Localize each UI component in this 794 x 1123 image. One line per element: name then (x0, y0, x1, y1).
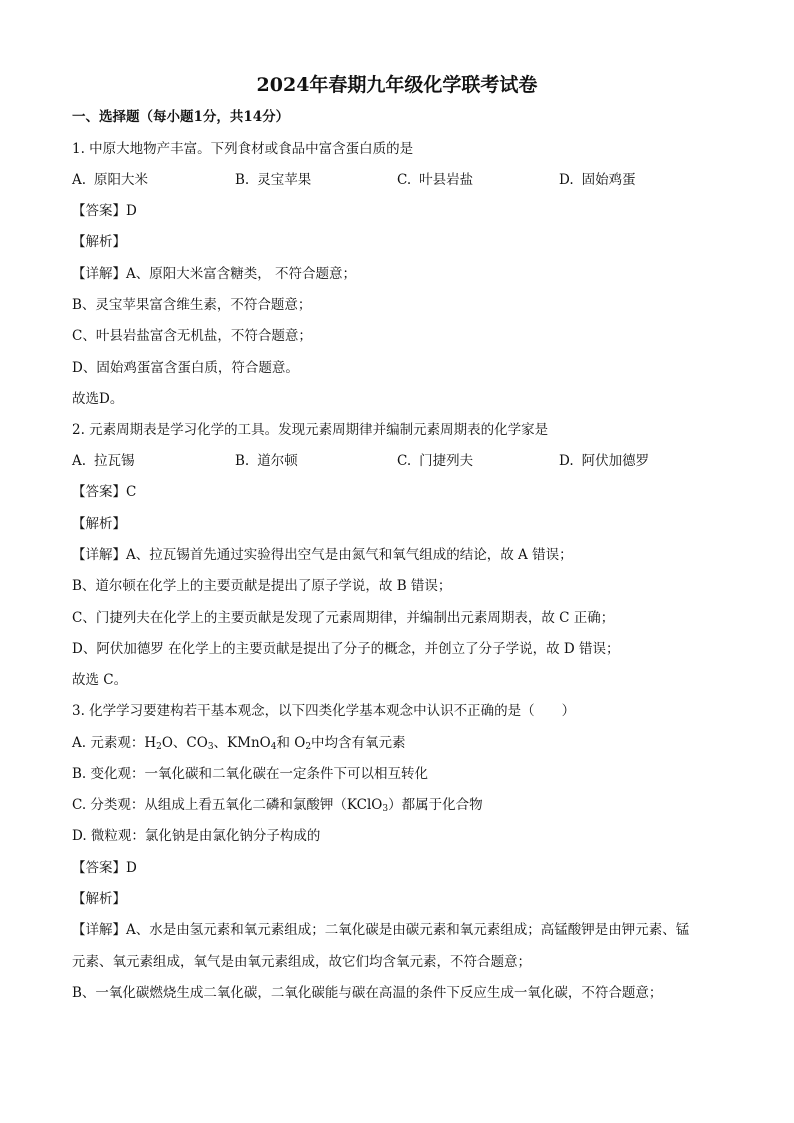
question-1-detail-line: C、叶县岩盐富含无机盐，不符合题意； (72, 328, 312, 344)
question-3-option-b: B. 变化观：一氧化碳和二氧化碳在一定条件下可以相互转化 (72, 766, 429, 782)
question-1-detail-line: 故选D。 (72, 391, 124, 407)
question-2-detail-line: 故选 C。 (72, 672, 128, 688)
option-c: C. 门捷列夫 (397, 453, 474, 469)
question-2-detail-line: D、阿伏加德罗 在化学上的主要贡献是提出了分子的概念，并创立了分子学说，故 D 错误； (72, 641, 620, 657)
question-3-answer: 【答案】D (72, 860, 137, 876)
option-c: C. 叶县岩盐 (397, 172, 474, 188)
question-3-detail-line: 【详解】A、水是由氢元素和氧元素组成；二氧化碳是由碳元素和氧元素组成；高锰酸钾是由钾元素、锰 (72, 922, 690, 938)
option-b: B. 道尔顿 (235, 453, 298, 469)
option-a: A. 原阳大米 (72, 172, 149, 188)
section-heading: 一、选择题（每小题1分，共14分） (72, 109, 290, 125)
question-1-stem: 1. 中原大地物产丰富。下列食材或食品中富含蛋白质的是 (72, 141, 414, 157)
option-a: A. 拉瓦锡 (72, 453, 135, 469)
question-1-detail-line: D、固始鸡蛋富含蛋白质，符合题意。 (72, 360, 299, 376)
question-3-option-a: A. 元素观：$H_2O$、$CO_3$、KMnO$_4$和 $O_2$中均含有氧元素 (72, 735, 406, 752)
question-1-detail-line: B、灵宝苹果富含维生素，不符合题意； (72, 297, 312, 313)
question-3-stem: 3. 化学学习要建构若干基本观念，以下四类化学基本观念中认识不正确的是（ ） (72, 703, 576, 719)
option-d: D. 阿伏加德罗 (559, 453, 650, 469)
question-1-answer: 【答案】D (72, 203, 137, 219)
option-d: D. 固始鸡蛋 (559, 172, 636, 188)
question-2-detail-line: B、道尔顿在化学上的主要贡献是提出了原子学说，故 B 错误； (72, 578, 452, 594)
question-1-analysis-label: 【解析】 (72, 234, 126, 250)
question-2-options (72, 452, 722, 470)
question-3-option-d: D. 微粒观：氯化钠是由氯化钠分子构成的 (72, 828, 321, 844)
question-2-answer: 【答案】C (72, 484, 137, 500)
question-2-stem: 2. 元素周期表是学习化学的工具。发现元素周期律并编制元素周期表的化学家是 (72, 422, 549, 438)
question-1-detail-line: 【详解】A、原阳大米富含糖类， 不符合题意； (72, 266, 357, 282)
question-2-detail-line: 【详解】A、拉瓦锡首先通过实验得出空气是由氮气和氧气组成的结论，故 A 错误； (72, 547, 573, 563)
question-3-analysis-label: 【解析】 (72, 891, 126, 907)
question-2-detail-line: C、门捷列夫在化学上的主要贡献是发现了元素周期律，并编制出元素周期表，故 C 正确； (72, 610, 615, 626)
option-b: B. 灵宝苹果 (235, 172, 312, 188)
question-3-detail-line: 元素、氧元素组成，氧气是由氧元素组成，故它们均含氧元素，不符合题意； (72, 954, 531, 970)
page-title: 2024年春期九年级化学联考试卷 (256, 74, 538, 96)
question-1-options (72, 171, 722, 189)
question-3-detail-line: B、一氧化碳燃烧生成二氧化碳，二氧化碳能与碳在高温的条件下反应生成一氧化碳，不符合题意； (72, 985, 663, 1001)
question-2-analysis-label: 【解析】 (72, 516, 126, 532)
question-3-option-c: C. 分类观：从组成上看五氧化二磷和氯酸钾（KClO$_3$）都属于化合物 (72, 797, 483, 814)
